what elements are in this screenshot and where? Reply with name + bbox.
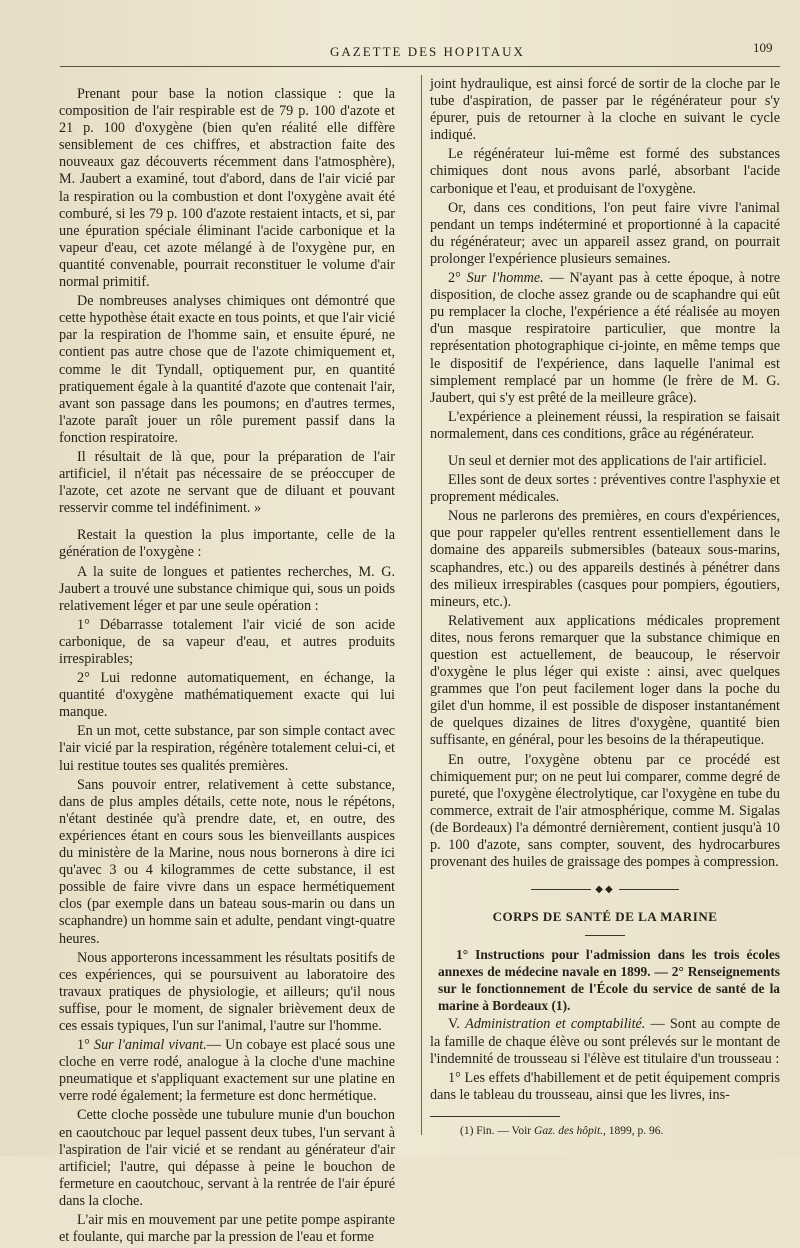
paragraph-text: — N'ayant pas à cette époque, à notre disposition, de cloche assez grande ou de scaphandre qui eût pu remplacer la cloche, l'expérience a été réalisée au moyen d'un masque respiratoire particulier, que montre la représentation photographique ci-jointe, en même temps que le dispositif de l'expérience, dans laquelle l'animal est simplement remplacé par un homme (le frère de M. G. Jaubert, qui s'y est prêté de la meilleure grâce). [430, 270, 781, 406]
subheading: Sur l'homme. [466, 270, 544, 287]
paragraph: Le régénérateur lui-même est formé des substances chimiques dont nous avons parlé, absorbant l'acide carbonique et l'eau, et produisant de l'oxygène. [430, 146, 780, 197]
footnote-text: , 1899, p. 96. [603, 1124, 664, 1137]
paragraph: Or, dans ces conditions, l'on peut faire vivre l'animal pendant un temps indéterminé et proportionné à la capacité du régénérateur; avec un appareil assez grand, on pourrait prolonger l'expérience plusieurs semaines. [430, 199, 780, 267]
paragraph: Elles sont de deux sortes : préventives contre l'asphyxie et proprement médicales. [430, 472, 780, 506]
paragraph: L'expérience a pleinement réussi, la respiration se faisait normalement, dans ces conditions, grâce au régénérateur. [430, 408, 780, 442]
paragraph: joint hydraulique, est ainsi forcé de sortir de la cloche par le tube d'aspiration, de passer par le régénérateur pour s'y épurer, puis de retourner à la cloche en suivant le cycle indiqué. [430, 76, 780, 144]
footnote [430, 1123, 780, 1140]
bold-heading-item: 1° Instructions pour l'admission dans les trois écoles annexes de médecine navale en 1899. — 2° Renseignements sur le fonctionnement de l'École du service de santé de la marine à Bordeaux (1). [438, 947, 780, 1014]
paragraph: De nombreuses analyses chimiques ont démontré que cette hypothèse était exacte en tous points, et que l'air vicié par la respiration de l'homme sain, et ensuite épuré, ne contient pas autre chose que de l'azote chimiquement et, comme le dit Tyndall, optiquement pur, en quantité pratiquement égale à la quantité d'azote que contenait l'air, avant son passage dans les poumons; en d'autres termes, l'azote paraît jouer un rôle purement passif dans la fonction respiratoire. [59, 293, 395, 446]
running-head: GAZETTE DES HOPITAUX [330, 44, 525, 59]
paragraph: Nous apporterons incessamment les résultats positifs de ces expériences, qui se poursuivent au laboratoire des travaux pratiques de physiologie, et ailleurs; qu'il nous suffise, pour le moment, de signaler brièvement deux de ces essais typiques, l'un sur l'animal, l'autre sur l'homme. [59, 949, 395, 1034]
paragraph: Sans pouvoir entrer, relativement à cette substance, dans de plus amples détails, cette note, nous le répétons, n'étant destinée qu'à prendre date, et, en outre, des expériences étant en cours sous les bienveillants auspices du ministère de la Marine, nous nous bornerons à dire ici qu'avec 3 ou 4 kilogrammes de cette substance, il est possible de faire vivre dans un espace hermétiquement clos (par exemple dans un bateau sous-marin ou dans un scaphandre) un homme sain et adulte, pendant vingt-quatre heures. [59, 776, 395, 947]
section-ornament: ◆◆ [430, 881, 780, 898]
paragraph [59, 1037, 395, 1105]
paragraph: Il résultait de là que, pour la préparation de l'air artificiel, il n'était pas nécessaire de se préoccuper de l'azote, cet azote ne servant que de diluant et pouvant resservir comme tel indéfiniment. » [59, 448, 395, 517]
item-number: 2° [448, 270, 461, 287]
footnote-source: Gaz. des hôpit. [534, 1124, 604, 1137]
paragraph-text: — Sont au compte de la famille de chaque élève ou sont prélevés sur le montant de l'indemnité de trousseau si l'élève est titulaire d'un trousseau : [430, 1016, 781, 1067]
paragraph-text: — Un cobaye est placé sous une cloche en verre rodé, analogue à la cloche d'une machine pneumatique et s'appliquant exactement sur une platine en verre rodé également; la fermeture est donc hermétique. [59, 1037, 396, 1105]
paragraph: 2° Lui redonne automatiquement, en échange, la quantité d'oxygène mathématiquement exacte qui lui manque. [59, 670, 395, 721]
paragraph: Un seul et dernier mot des applications de l'air artificiel. [448, 452, 767, 469]
paragraph [430, 1016, 780, 1067]
paragraph: 1° Débarrasse totalement l'air vicié de son acide carbonique, de sa vapeur d'eau, et autres produits irrespirables; [59, 616, 395, 667]
section-title: CORPS DE SANTÉ DE LA MARINE [492, 909, 718, 925]
paragraph: L'air mis en mouvement par une petite pompe aspirante et foulante, qui marche par la pression de l'eau et forme [59, 1212, 395, 1246]
paragraph: Cette cloche possède une tubulure munie d'un bouchon en caoutchouc par lequel passent deux tubes, l'un servant à l'aspiration de l'air vicié et se rendant au générateur d'air artificiel; l'autre, qui dépasse à peine le bouchon de fermeture en caoutchouc, servant à la rentrée de l'air épuré dans la cloche. [59, 1107, 395, 1209]
paragraph: Prenant pour base la notion classique : que la composition de l'air respirable est de 79 p. 100 d'azote et 21 p. 100 d'oxygène (bien qu'en réalité elle diffère sensiblement de ces chiffres, et abstraction faite des nouveaux gaz découverts récemment dans l'atmosphère), M. Jaubert a examiné, tout d'abord, dans de l'air vicié par la respiration ou la combustion et dont l'oxygène avait été comburé, si les 79 p. 100 d'azote restaient intacts, et si, par une épuration spéciale éliminant l'acide carbonique et la vapeur d'eau, cet azote mélangé à de l'oxygène pur, en quantité convenable, pourrait reconstituer le volume d'air normal primitif. [59, 86, 395, 291]
paragraph: Relativement aux applications médicales proprement dites, nous ferons remarquer que la substance chimique en question est actuellement, de beaucoup, le réservoir d'oxygène le plus léger qui existe : ainsi, avec quelques grammes que l'on peut facilement loger dans la poche du gilet d'un homme, il est possible de disposer instantanément de quelques dizaines de litres d'oxygène, quantité bien suffisante, en général, pour les besoins de la thérapeutique. [430, 612, 780, 749]
title-rule [585, 935, 625, 936]
paragraph: Restait la question la plus importante, celle de la génération de l'oxygène : [59, 527, 395, 561]
item-number: 1° [77, 1037, 90, 1054]
right-column [430, 76, 780, 1142]
left-column [59, 86, 395, 1248]
subheading: Administration et comptabilité. [465, 1016, 646, 1033]
paragraph [430, 270, 780, 407]
footnote-text: (1) Fin. — Voir [460, 1124, 532, 1137]
header-rule [60, 66, 780, 67]
paragraph: En un mot, cette substance, par son simple contact avec l'air vicié par la respiration, régénère totalement celui-ci, et lui restitue toutes ses qualités premières. [59, 723, 395, 774]
page-number: 109 [753, 40, 773, 55]
footnote-rule [430, 1116, 560, 1117]
column-divider [421, 75, 422, 1135]
section-number: V. [448, 1016, 460, 1033]
paragraph: En outre, l'oxygène obtenu par ce procédé est chimiquement pur; on ne peut lui comparer, comme degré de pureté, que l'oxygène électrolytique, car l'oxygène en tube du commerce, extrait de l'air atmosphérique, comme M. Sigalas (de Bordeaux) l'a démontré dernièrement, contient jusqu'à 10 p. 100 d'azote, sans compter, souvent, des hydrocarbures provenant des huiles de graissage des pompes à compression. [430, 751, 780, 871]
paragraph: A la suite de longues et patientes recherches, M. G. Jaubert a trouvé une substance chimique qui, sous un poids relativement léger et par une seule opération : [59, 563, 395, 614]
subheading: Sur l'animal vivant. [93, 1037, 207, 1054]
paragraph: 1° Les effets d'habillement et de petit équipement compris dans le tableau du trousseau, ainsi que les livres, ins- [430, 1069, 780, 1103]
paragraph: Nous ne parlerons des premières, en cours d'expériences, que pour rappeler qu'elles rentrent essentiellement dans le domaine des appareils submersibles (bateaux sous-marins, scaphandres, etc.) ou des appareils destinés à pénétrer dans des milieux irrespirables (casques pour pompiers, égoutiers, mineurs, etc.). [430, 508, 780, 610]
